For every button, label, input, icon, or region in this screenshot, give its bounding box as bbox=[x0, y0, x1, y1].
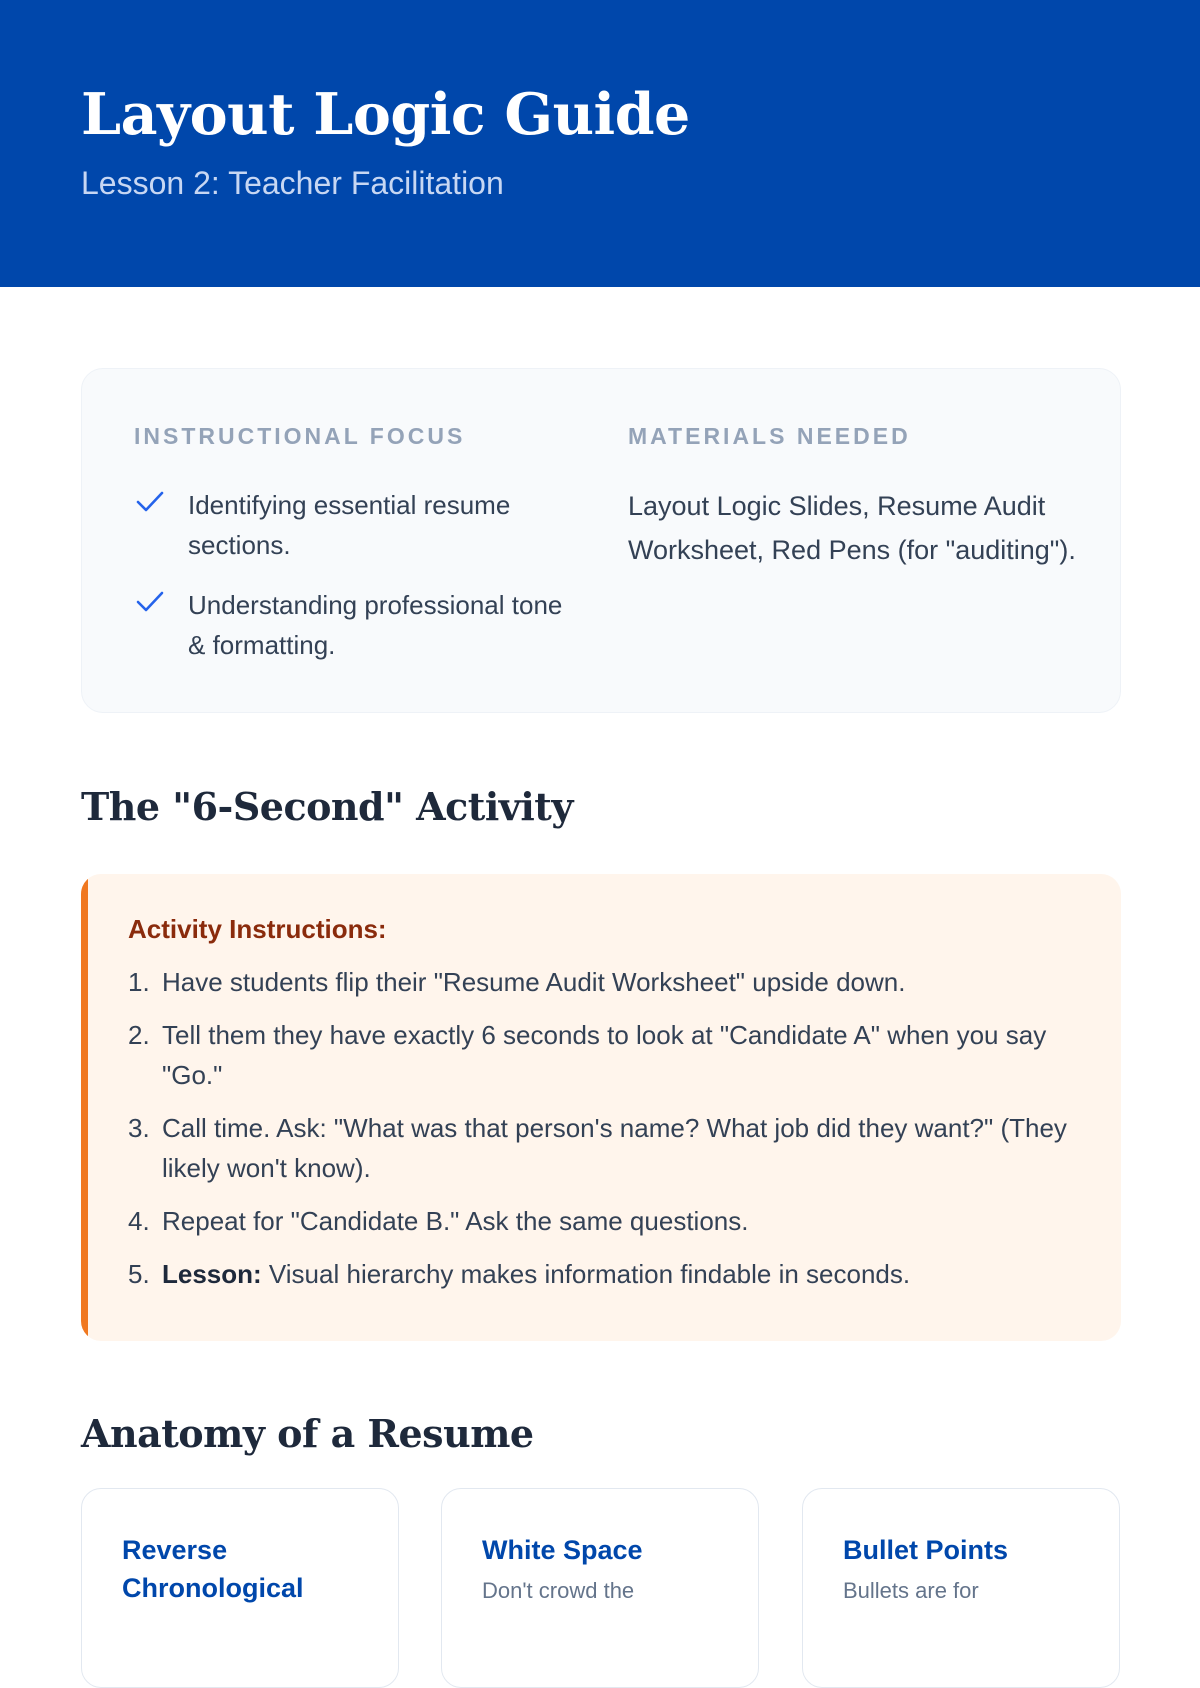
anatomy-card-title: White Space bbox=[482, 1535, 643, 1565]
step-number: 1. bbox=[128, 967, 150, 997]
step-text: Tell them they have exactly 6 seconds to look at "Candidate A" when you say "Go." bbox=[162, 1020, 1047, 1090]
page-title: Layout Logic Guide bbox=[81, 81, 690, 148]
activity-section-title: The "6-Second" Activity bbox=[81, 784, 573, 829]
step-lead: Lesson: bbox=[162, 1259, 262, 1289]
anatomy-card-body: Don't crowd the bbox=[482, 1578, 635, 1603]
step-number: 4. bbox=[128, 1206, 150, 1236]
activity-instructions-heading: Activity Instructions: bbox=[128, 914, 387, 944]
anatomy-card-title: Bullet Points bbox=[843, 1535, 1009, 1565]
anatomy-card bbox=[81, 1488, 399, 1688]
step-text: Have students flip their "Resume Audit Worksheet" upside down. bbox=[162, 967, 906, 997]
activity-accent-bar bbox=[81, 874, 88, 1341]
focus-item-text: Identifying essential resume sections. bbox=[188, 490, 511, 560]
activity-step bbox=[128, 1108, 1088, 1188]
activity-steps-list bbox=[128, 962, 1088, 1307]
activity-step bbox=[128, 1254, 1088, 1294]
materials-text: Layout Logic Slides, Resume Audit Worksheet, Red Pens (for "auditing"). bbox=[628, 491, 1076, 565]
anatomy-card-title: Reverse Chronological bbox=[122, 1535, 304, 1603]
step-number: 2. bbox=[128, 1020, 150, 1050]
check-icon bbox=[135, 587, 165, 617]
step-text: Visual hierarchy makes information findable in seconds. bbox=[261, 1259, 911, 1289]
materials-needed-heading: MATERIALS NEEDED bbox=[628, 423, 911, 449]
step-number: 3. bbox=[128, 1113, 150, 1143]
anatomy-section-title: Anatomy of a Resume bbox=[81, 1411, 534, 1456]
anatomy-card bbox=[802, 1488, 1120, 1688]
instructional-focus-heading: INSTRUCTIONAL FOCUS bbox=[134, 423, 466, 449]
activity-step bbox=[128, 962, 1088, 1002]
focus-item-text: Understanding professional tone & formatting. bbox=[188, 590, 563, 660]
overview-card bbox=[81, 368, 1121, 713]
page-subtitle: Lesson 2: Teacher Facilitation bbox=[81, 165, 504, 201]
activity-step bbox=[128, 1201, 1088, 1241]
page-header bbox=[0, 0, 1200, 287]
activity-step bbox=[128, 1015, 1088, 1095]
step-number: 5. bbox=[128, 1259, 150, 1289]
step-text: Call time. Ask: "What was that person's name? What job did they want?" (They likely won't know). bbox=[162, 1113, 1067, 1183]
step-text: Repeat for "Candidate B." Ask the same questions. bbox=[162, 1206, 749, 1236]
anatomy-card bbox=[441, 1488, 759, 1688]
check-icon bbox=[135, 487, 165, 517]
anatomy-card-body: Bullets are for bbox=[843, 1578, 979, 1603]
activity-instructions-box bbox=[81, 874, 1121, 1341]
